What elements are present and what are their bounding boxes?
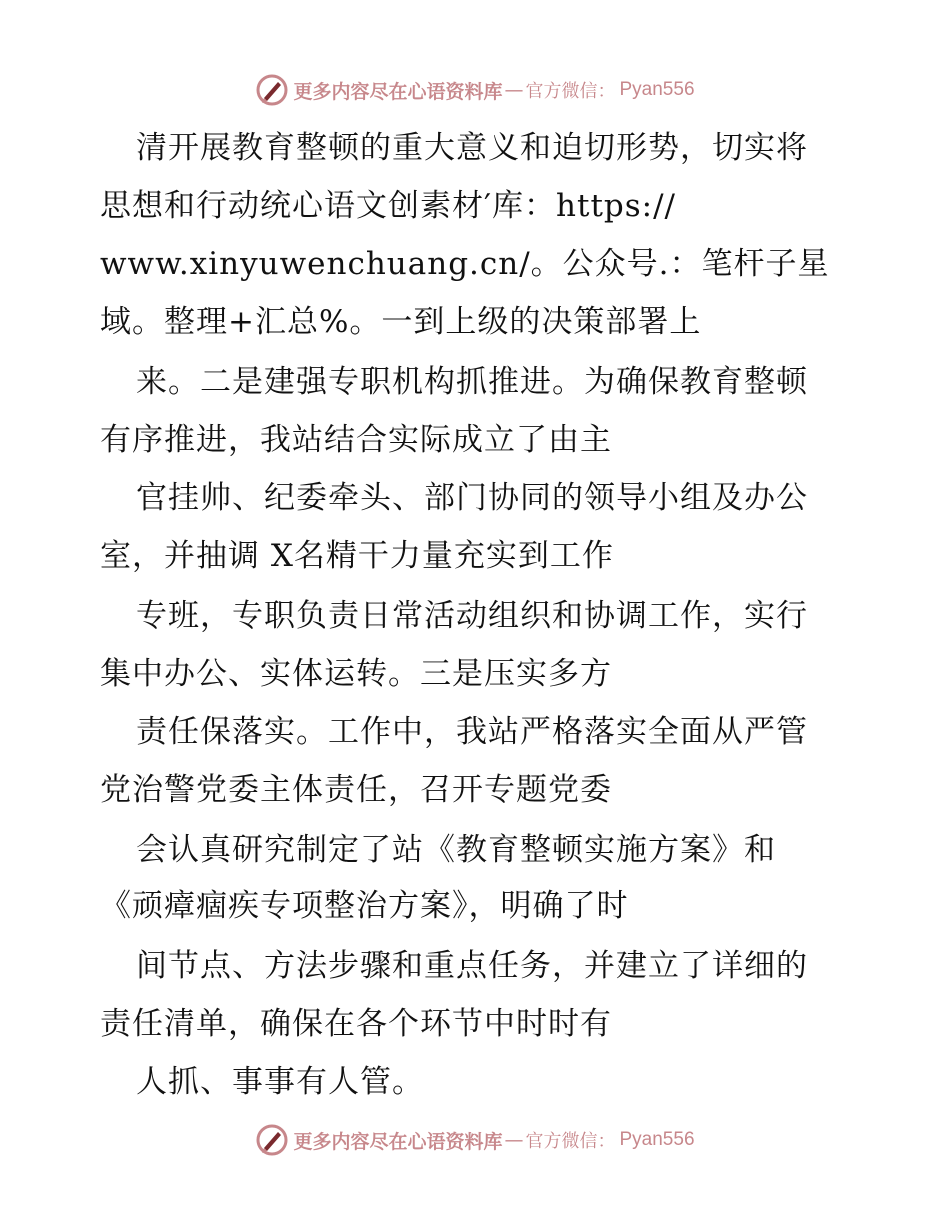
banner-brand-text: 更多内容尽在心语资料库 — [293, 1130, 503, 1153]
body-line: 域。整理+汇总%。一到上级的决策部署上 — [100, 304, 702, 340]
body-line: 人抓、事事有人管。 — [136, 1064, 424, 1100]
banner-wechat-handle: Pyan556 — [619, 79, 695, 100]
banner-separator: — — [504, 79, 524, 101]
body-line: 党治警党委主体责任，召开专题党委 — [100, 772, 612, 808]
banner-separator: — — [504, 1129, 524, 1151]
body-line: 间节点、方法步骤和重点任务，并建立了详细的 — [136, 948, 808, 984]
body-line: 责任保落实。工作中，我站严格落实全面从严管 — [136, 714, 808, 750]
banner-official-label: 官方微信： — [525, 81, 616, 102]
pen-logo-icon — [255, 1123, 289, 1157]
banner-official-label: 官方微信： — [525, 1131, 616, 1152]
body-line: 责任清单，确保在各个环节中时时有 — [100, 1006, 612, 1042]
body-line: 会认真研究制定了站《教育整顿实施方案》和 — [136, 832, 776, 868]
pen-logo-icon — [255, 73, 289, 107]
body-line: 《顽瘴痼疾专项整治方案》，明确了时 — [100, 888, 629, 924]
body-line: 官挂帅、纪委牵头、部门协同的领导小组及办公 — [136, 480, 808, 516]
body-line: 专班，专职负责日常活动组织和协调工作，实行 — [136, 598, 808, 634]
banner-wechat-handle: Pyan556 — [619, 1129, 695, 1150]
body-line: 集中办公、实体运转。三是压实多方 — [100, 656, 612, 692]
body-line: 清开展教育整顿的重大意义和迫切形势，切实将 — [136, 130, 808, 166]
footer-banner — [0, 1120, 950, 1160]
banner-brand-text: 更多内容尽在心语资料库 — [293, 80, 503, 103]
body-line: 来。二是建强专职机构抓推进。为确保教育整顿 — [136, 364, 808, 400]
body-line: 思想和行动统心语文创素材′库：https:// — [100, 188, 677, 224]
body-line: 室，并抽调 X名精干力量充实到工作 — [100, 538, 614, 574]
body-line: 有序推进，我站结合实际成立了由主 — [100, 422, 612, 458]
body-line: www.xinyuwenchuang.cn/。公众号.：笔杆子星 — [100, 246, 830, 282]
header-banner — [0, 70, 950, 110]
